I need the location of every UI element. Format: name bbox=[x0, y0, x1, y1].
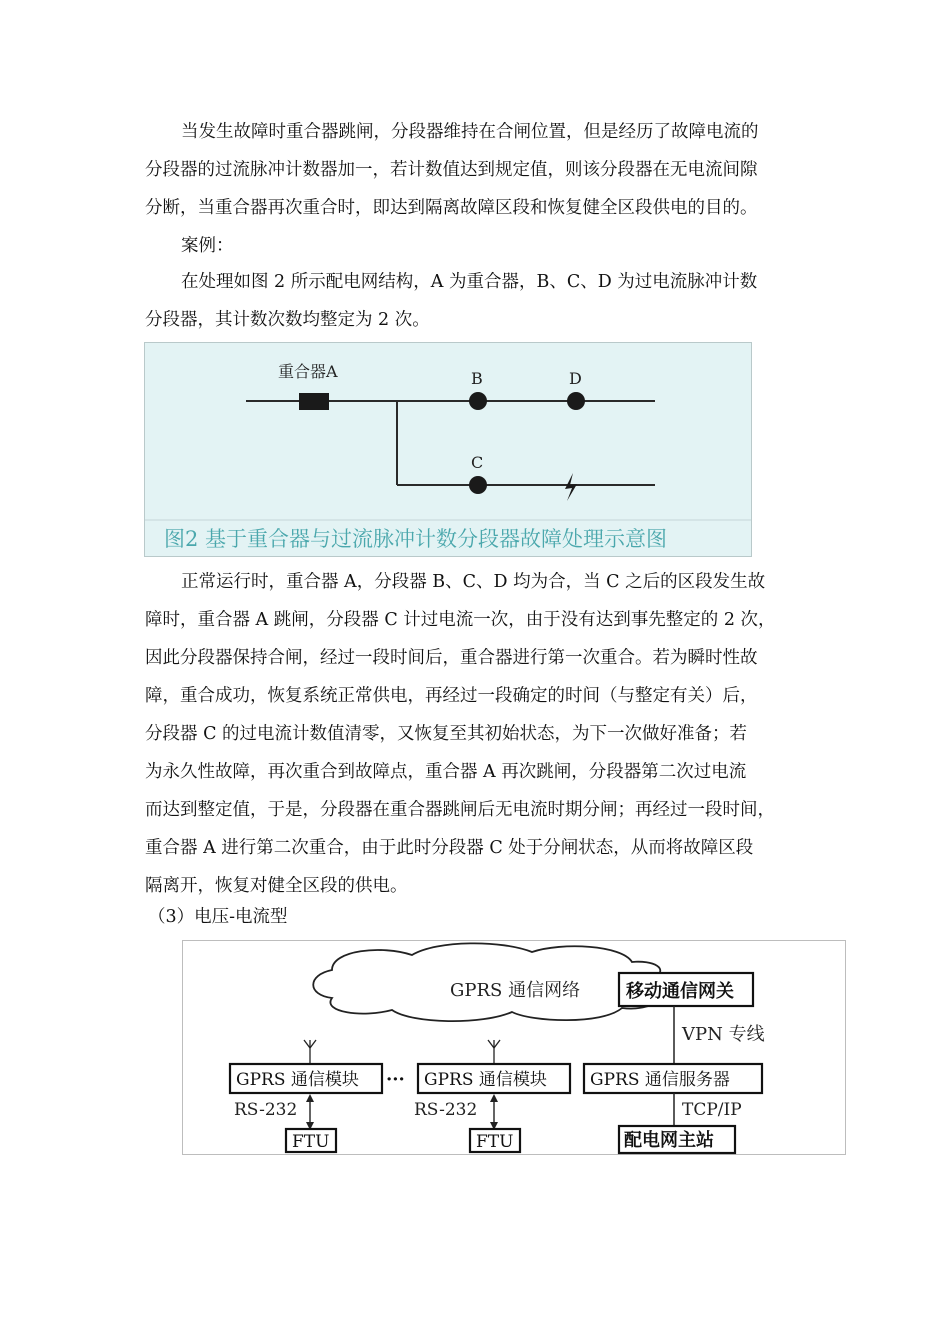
node-b-label: B bbox=[471, 369, 483, 388]
recloser-a-symbol bbox=[299, 393, 329, 410]
figure-background bbox=[145, 343, 752, 557]
text-line: 分断，当重合器再次重合时，即达到隔离故障区段和恢复健全区段供电的目的。 bbox=[145, 198, 758, 218]
tcpip-label: TCP/IP bbox=[682, 1100, 742, 1120]
text-line: 而达到整定值，于是，分段器在重合器跳闸后无电流时期分闸；再经过一段时间， bbox=[145, 800, 775, 820]
master-station-label: 配电网主站 bbox=[624, 1130, 714, 1151]
sectionalizer-b-symbol bbox=[469, 392, 487, 410]
node-c-label: C bbox=[471, 453, 484, 472]
text-line: 隔离开，恢复对健全区段的供电。 bbox=[145, 876, 408, 896]
figure-gprs-network bbox=[182, 940, 846, 1155]
paragraph-fault-process bbox=[145, 113, 807, 227]
rs232-1-label: RS-232 bbox=[234, 1100, 298, 1120]
text-line: 在处理如图 2 所示配电网结构，A 为重合器，B、C、D 为过电流脉冲计数 bbox=[181, 272, 758, 292]
figure-caption: 图2 基于重合器与过流脉冲计数分段器故障处理示意图 bbox=[164, 527, 668, 551]
node-d-label: D bbox=[569, 369, 582, 388]
paragraph-operation-description bbox=[145, 563, 807, 905]
gprs-module-1-label: GPRS 通信模块 bbox=[236, 1070, 359, 1090]
text-line: 分段器 C 的过电流计数值清零，又恢复至其初始状态，为下一次做好准备；若 bbox=[145, 724, 748, 744]
paragraph-case-label bbox=[145, 227, 807, 265]
sectionalizer-d-symbol bbox=[567, 392, 585, 410]
sectionalizer-c-symbol bbox=[469, 476, 487, 494]
text-line: 为永久性故障，再次重合到故障点，重合器 A 再次跳闸，分段器第二次过电流 bbox=[145, 762, 747, 782]
text-line: 分段器的过流脉冲计数器加一，若计数值达到规定值，则该分段器在无电流间隙 bbox=[145, 160, 758, 180]
rs232-2-label: RS-232 bbox=[414, 1100, 478, 1120]
ellipsis-label: ··· bbox=[386, 1069, 405, 1090]
text-line: 重合器 A 进行第二次重合，由于此时分段器 C 处于分闸状态，从而将故障区段 bbox=[145, 838, 754, 858]
vpn-label: VPN 专线 bbox=[682, 1024, 765, 1045]
text-line: 分段器，其计数次数均整定为 2 次。 bbox=[145, 310, 430, 330]
recloser-diagram-svg bbox=[144, 342, 752, 557]
mobile-gateway-label: 移动通信网关 bbox=[626, 981, 734, 1002]
cloud-label: GPRS 通信网络 bbox=[450, 980, 581, 1001]
text-line: 正常运行时，重合器 A，分段器 B、C、D 均为合，当 C 之后的区段发生故 bbox=[181, 572, 766, 592]
recloser-a-label: 重合器A bbox=[278, 362, 338, 381]
ftu-1-label: FTU bbox=[292, 1132, 330, 1152]
text-line: 案例： bbox=[181, 236, 234, 256]
text-line: 障，重合成功，恢复系统正常供电，再经过一段确定的时间（与整定有关）后， bbox=[145, 686, 758, 706]
ftu-2-label: FTU bbox=[476, 1132, 514, 1152]
paragraph-case-intro bbox=[145, 263, 807, 339]
text-line: 当发生故障时重合器跳闸，分段器维持在合闸位置，但是经历了故障电流的 bbox=[181, 122, 759, 142]
gprs-module-2-label: GPRS 通信模块 bbox=[424, 1070, 547, 1090]
text-line: 障时，重合器 A 跳闸，分段器 C 计过电流一次，由于没有达到事先整定的 2 次， bbox=[145, 610, 776, 630]
figure-recloser-diagram bbox=[144, 342, 752, 557]
section-heading-voltage-current: （3）电压-电流型 bbox=[148, 907, 288, 927]
gprs-server-label: GPRS 通信服务器 bbox=[590, 1070, 730, 1090]
gprs-network-svg bbox=[182, 940, 846, 1155]
text-line: 因此分段器保持合闸，经过一段时间后，重合器进行第一次重合。若为瞬时性故 bbox=[145, 648, 758, 668]
